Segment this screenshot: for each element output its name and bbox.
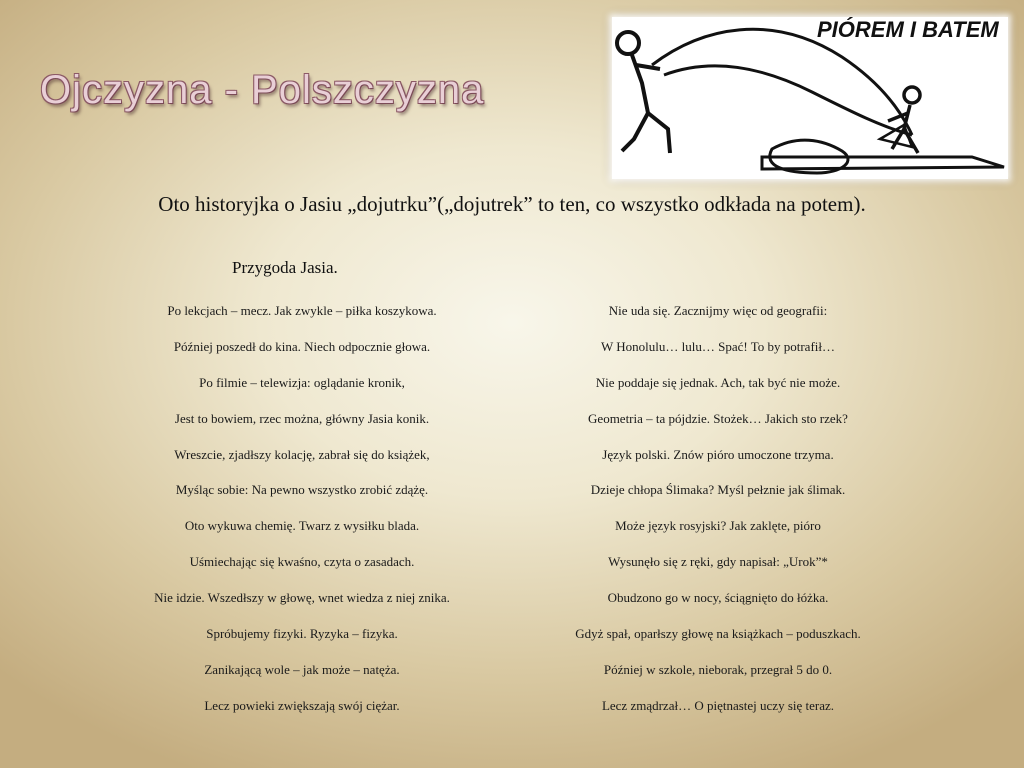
poem-line: Gdyż spał, oparłszy głowę na książkach – poduszkach. [575,626,861,642]
poem-line: W Honolulu… lulu… Spać! To by potrafił… [600,338,836,354]
poem-line: Nie poddaje się jednak. Ach, tak być nie może. [595,374,841,390]
poem-line: Później w szkole, nieborak, przegrał 5 do 0. [603,661,833,677]
poem-line: Nie idzie. Wszedłszy w głowę, wnet wiedza z niej znika. [154,590,450,606]
slide-title: Ojczyzna - Polszczyzna [40,68,485,112]
poem-line: Wysunęło się z ręki, gdy napisał: „Urok”* [608,554,828,570]
poem-line: Geometria – ta pójdzie. Stożek… Jakich sto rzek? [588,410,848,426]
poem-line: Jest to bowiem, rzec można, główny Jasia konik. [174,410,430,426]
poem-line: Myśląc sobie: Na pewno wszystko zrobić zdążę. [175,482,429,498]
poem-line: Później poszedł do kina. Niech odpocznie głowa. [173,338,431,354]
poem-line: Lecz zmądrzał… O piętnastej uczy się teraz. [601,697,835,713]
poem-line: Dzieje chłopa Ślimaka? Myśl pełznie jak ślimak. [590,482,846,498]
poem-line: Język polski. Znów pióro umoczone trzyma. [602,446,834,462]
intro-text: Oto historyjka o Jasiu „dojutrku”(„dojutrek” to ten, co wszystko odkłada na potem). [158,192,866,216]
poem-line: Lecz powieki zwiększają swój ciężar. [204,697,400,713]
poem-line: Obudzono go w nocy, ściągnięto do łóżka. [607,590,829,606]
poem-line: Zanikającą wole – jak może – natęża. [204,661,400,677]
poem-line: Po filmie – telewizja: oglądanie kronik, [199,374,405,390]
logo-text: PIÓREM I BATEM [817,17,999,42]
poem-line: Spróbujemy fizyki. Ryzyka – fizyka. [206,626,398,642]
poem-column-left [102,300,502,731]
poem-column-right [518,300,918,731]
poem-title: Przygoda Jasia. [232,258,338,277]
poem-line: Może język rosyjski? Jak zaklęte, pióro [615,518,821,534]
poem-line: Oto wykuwa chemię. Twarz z wysiłku blada. [184,518,420,534]
poem-line: Nie uda się. Zacznijmy więc od geografii: [608,303,828,318]
logo-cartoon-image [612,17,1008,179]
cartoon-drawing [612,17,1008,179]
poem-line: Wreszcie, zjadłszy kolację, zabrał się do książek, [174,446,430,462]
poem-line: Po lekcjach – mecz. Jak zwykle – piłka koszykowa. [167,303,437,318]
poem-line: Uśmiechając się kwaśno, czyta o zasadach. [189,554,415,570]
